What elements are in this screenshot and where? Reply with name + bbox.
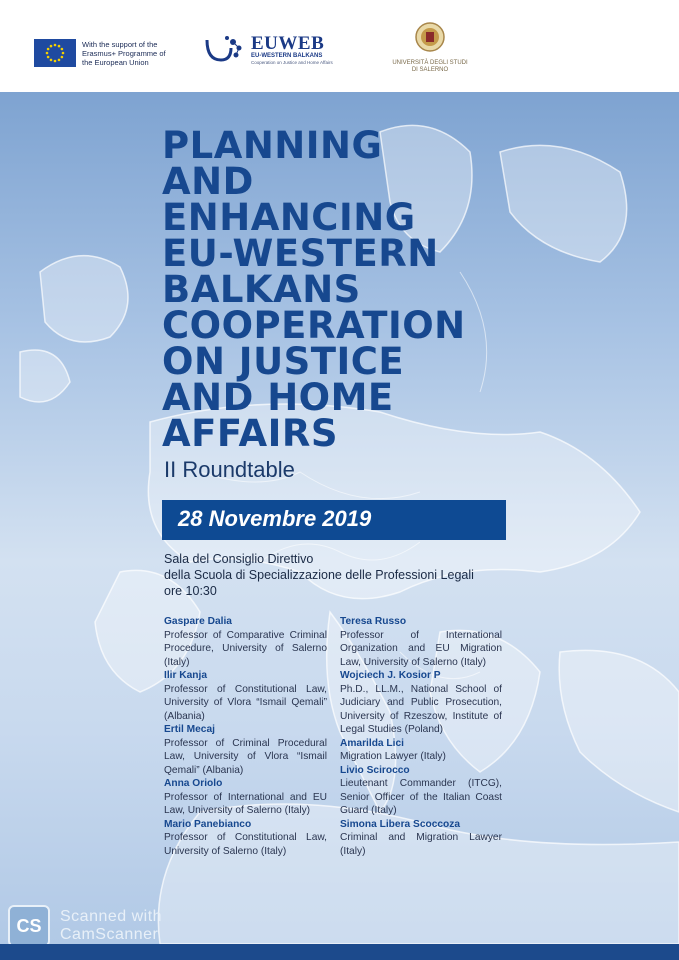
title-line: AFFAIRS — [162, 412, 338, 455]
venue-info — [164, 551, 514, 599]
speaker-affiliation: Criminal and Migration Lawyer (Italy) — [340, 832, 502, 857]
speaker-affiliation: Migration Lawyer (Italy) — [340, 751, 446, 762]
university-logo — [390, 22, 470, 74]
euweb-tagline: Cooperation on Justice and Home Affairs — [251, 60, 333, 65]
speakers-left-column — [164, 615, 327, 858]
event-subtitle: II Roundtable — [164, 457, 295, 482]
speaker-name: Wojciech J. Kosior P — [340, 670, 441, 681]
speaker-entry — [340, 737, 502, 764]
euweb-mark-icon — [203, 34, 247, 66]
header-logos — [0, 0, 679, 92]
speaker-name: Ilir Kanja — [164, 670, 208, 681]
speaker-name: Livio Scirocco — [340, 764, 410, 776]
speaker-affiliation: Professor of Comparative Criminal Procedure, University of Salerno (Italy) — [164, 629, 327, 668]
title-line: PLANNING — [162, 124, 383, 167]
title-line: BALKANS — [162, 268, 361, 311]
title-line: AND — [162, 160, 254, 203]
speaker-affiliation: Ph.D., LL.M., National School of Judiciary and Public Prosecution, University of Rzeszow, Institute of Legal Studies (Poland) — [340, 683, 502, 735]
eu-support-text: With the support of the Erasmus+ Programme of the European Union — [82, 39, 166, 67]
watermark-line: CamScanner — [60, 926, 159, 943]
speaker-name: Mario Panebianco — [164, 818, 252, 830]
speaker-affiliation: Professor of Criminal Procedural Law, University of Vlora “Ismail Qemali” (Albania) — [164, 737, 327, 776]
title-line: EU-WESTERN — [162, 232, 439, 275]
speaker-affiliation: Professor of International Organization and EU Migration Law, University of Salerno (Italy) — [340, 629, 502, 668]
speaker-name: Simona Libera Scoccoza — [340, 818, 461, 830]
speaker-entry — [340, 764, 502, 818]
euweb-subtitle: EU-WESTERN BALKANS — [251, 53, 323, 59]
watermark-line: Scanned with — [60, 908, 163, 925]
event-title — [162, 124, 502, 455]
speaker-entry — [340, 615, 502, 669]
eu-erasmus-logo — [34, 39, 177, 67]
speaker-entry — [164, 818, 327, 859]
speaker-name: Amarilda Lici — [340, 737, 404, 749]
speaker-affiliation: Professor of Constitutional Law, University of Salerno (Italy) — [164, 832, 327, 857]
euweb-logo — [203, 34, 333, 66]
speaker-name: Ertil Mecaj — [164, 724, 215, 735]
event-date: 28 Novembre 2019 — [178, 506, 372, 531]
speaker-name: Anna Oriolo — [164, 778, 223, 789]
speaker-entry — [340, 818, 502, 859]
speaker-entry — [164, 669, 327, 723]
university-name-line1: UNIVERSITÀ DEGLI STUDI — [392, 60, 468, 66]
title-line: COOPERATION — [162, 304, 466, 347]
university-name-line2: DI SALERNO — [411, 67, 449, 73]
venue-line: Sala del Consiglio Direttivo — [164, 552, 314, 566]
speaker-affiliation: Professor of International and EU Law, University of Salerno (Italy) — [164, 791, 327, 816]
bottom-bar — [0, 944, 679, 960]
title-line: AND HOME — [162, 376, 394, 419]
speaker-entry — [164, 723, 327, 777]
date-banner — [162, 500, 506, 540]
eu-flag-icon — [34, 39, 76, 67]
camscanner-icon: CS — [8, 905, 50, 947]
speaker-name: Gaspare Dalia — [164, 616, 232, 627]
euweb-title: EUWEB — [251, 33, 325, 54]
title-line: ENHANCING — [162, 196, 416, 239]
speaker-entry — [340, 669, 502, 737]
venue-time: ore 10:30 — [164, 584, 217, 598]
speaker-entry — [164, 777, 327, 818]
venue-line: della Scuola di Specializzazione delle Professioni Legali — [164, 568, 474, 582]
speaker-affiliation: Professor of Constitutional Law, University of Vlora “Ismail Qemali” (Albania) — [164, 683, 327, 722]
camscanner-watermark — [8, 905, 162, 947]
speaker-affiliation: Lieutenant Commander (ITCG), Senior Officer of the Italian Coast Guard (Italy) — [340, 778, 502, 816]
speaker-name: Teresa Russo — [340, 616, 407, 627]
university-seal-icon — [415, 22, 445, 52]
speaker-entry — [164, 615, 327, 669]
speakers-right-column — [340, 615, 502, 858]
title-line: ON JUSTICE — [162, 340, 405, 383]
